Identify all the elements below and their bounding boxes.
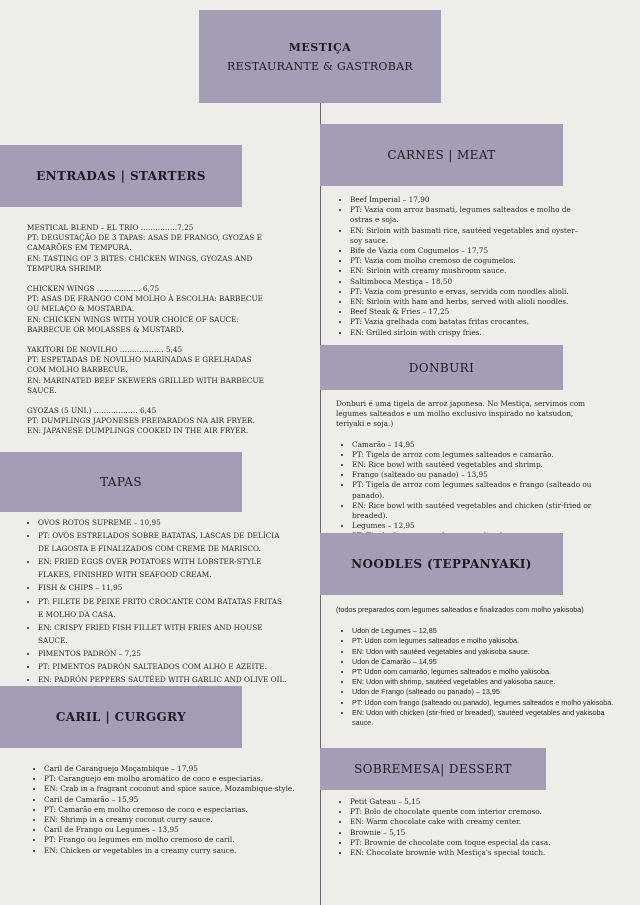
meat-header <box>320 124 563 186</box>
list-item: • OVOS ROTOS SUPREME – 10,95 <box>38 516 288 529</box>
list-item: • EN: Udon with shrimp, sautéed vegetables and yakisoba sauce. <box>352 677 626 687</box>
list-item: • Bife de Vazia com Cogumelos – 17,75 <box>350 246 584 256</box>
meat-title: CARNES | MEAT <box>387 148 496 162</box>
starter-line: EN: TASTING OF 3 BITES: CHICKEN WINGS, GYOZAS AND TEMPURA SHRIMP. <box>27 253 253 273</box>
starter-line: EN: JAPANESE DUMPLINGS COOKED IN THE AIR FRYER. <box>27 426 249 436</box>
list-item: • PT: Udon com frango (salteado ou panado), legumes salteados e molho yakisoba. <box>352 698 626 708</box>
list-item: • PT: Camarão em molho cremoso de coco e especiarias. <box>44 805 298 815</box>
list-item: • PT: FILETE DE PEIXE FRITO CROCANTE COM BATATAS FRITAS E MOLHO DA CASA. <box>38 595 288 621</box>
list-item: • EN: Sirloin with basmati rice, sautéed vegetables and oyster–soy sauce. <box>350 226 584 246</box>
curry-header <box>0 686 242 748</box>
starter-line: EN: CHICKEN WINGS WITH YOUR CHOICE OF SAUCE: BARBECUE OR MOLASSES & MUSTARD. <box>27 314 239 334</box>
list-item: • EN: CRISPY FRIED FISH FILLET WITH FRIES AND HOUSE SAUCE. <box>38 621 288 647</box>
list-item: • Udon de Legumes – 12,85 <box>352 626 626 636</box>
list-item: • PT: PIMENTOS PADRÓN SALTEADOS COM ALHO E AZEITE. <box>38 660 288 673</box>
curry-list <box>28 764 298 856</box>
list-item: • EN: Udon with chicken (stir-fried or breaded), sautéed vegetables and yakisoba sauce. <box>352 708 626 728</box>
list-item: • EN: Udon with sautéed vegetables and yakisoba sauce. <box>352 647 626 657</box>
list-item: • PT: OVOS ESTRELADOS SOBRE BATATAS, LASCAS DE DELÍCIA DE LAGOSTA E FINALIZADOS COM CREME DE MARISCO. <box>38 529 288 555</box>
list-item: • Brownie – 5,15 <box>350 828 584 838</box>
list-item: • PT: Udon com legumes salteados e molho yakisoba. <box>352 636 626 646</box>
list-item: • EN: Warm chocolate cake with creamy center. <box>350 817 584 827</box>
tapas-title: TAPAS <box>100 475 142 489</box>
list-item: • PIMENTOS PADRÓN – 7,25 <box>38 647 288 660</box>
list-item: • PT: Udon com camarão, legumes salteados e molho yakisoba. <box>352 667 626 677</box>
starter-line: MESTICAL BLEND – EL TRIO ……………7,25 <box>27 223 194 232</box>
list-item: • EN: Sirloin with ham and herbs, served with alioli noodles. <box>350 297 584 307</box>
list-item: • EN: Shrimp in a creamy coconut curry sauce. <box>44 815 298 825</box>
list-item: • FISH & CHIPS – 11,95 <box>38 581 288 594</box>
list-item: • Caril de Caranguejo Moçambique – 17,95 <box>44 764 298 774</box>
list-item: • Legumes – 12,95 <box>352 521 594 531</box>
starter-line: GYOZAS (5 UNI.) ……………… 6,45 <box>27 406 157 416</box>
donburi-title: DONBURI <box>408 360 475 375</box>
donburi-section <box>336 399 594 552</box>
list-item: • PT: Tigela de arroz com legumes salteados e camarão. <box>352 450 594 460</box>
list-item: • Saltimboca Mestiça – 18,50 <box>350 277 584 287</box>
restaurant-name: MESTIÇA <box>288 40 352 54</box>
noodles-intro: (todos preparados com legumes salteados e finalizados com molho yakisoba) <box>336 605 584 614</box>
list-item: • Camarão – 14,95 <box>352 440 594 450</box>
tapas-list <box>22 516 288 686</box>
list-item: • PT: Vazia grelhada com batatas fritas crocantes. <box>350 317 584 327</box>
starter-item <box>27 223 267 274</box>
list-item: • EN: Crab in a fragrant coconut and spice sauce, Mozambique-style. <box>44 784 298 794</box>
list-item: • Petit Gateau – 5,15 <box>350 797 584 807</box>
restaurant-header <box>199 10 441 103</box>
list-item: • Caril de Frango ou Legumes – 13,95 <box>44 825 298 835</box>
tapas-header <box>0 452 242 512</box>
starter-item <box>27 345 267 396</box>
meat-list <box>334 195 584 338</box>
list-item: • EN: FRIED EGGS OVER POTATOES WITH LOBSTER-STYLE FLAKES, FINISHED WITH SEAFOOD CREAM. <box>38 555 288 581</box>
starter-line: PT: DUMPLINGS JAPONESES PREPARADOS NA AIR FRYER. <box>27 416 255 426</box>
list-item: • PT: Brownie de chocolate com toque especial da casa. <box>350 838 584 848</box>
list-item: • Frango (salteado ou panado) – 13,95 <box>352 470 594 480</box>
list-item: • EN: Chocolate brownie with Mestiça's special touch. <box>350 848 584 858</box>
list-item: • Udon de Frango (salteado ou panado) – 13,95 <box>352 687 626 697</box>
list-item: • Beef Imperial – 17,90 <box>350 195 584 205</box>
list-item: • EN: Rice bowl with sautéed vegetables and chicken (stir-fried or breaded). <box>352 501 594 521</box>
starters-title: ENTRADAS | STARTERS <box>36 169 206 183</box>
list-item: • Caril de Camarão – 15,95 <box>44 795 298 805</box>
starter-item <box>27 406 267 437</box>
starter-line: PT: ESPETADAS DE NOVILHO MARINADAS E GRELHADAS COM MOLHO BARBECUE. <box>27 355 252 375</box>
list-item: • EN: PADRÓN PEPPERS SAUTÉED WITH GARLIC AND OLIVE OIL. <box>38 673 288 686</box>
list-item: • PT: Vazia com molho cremoso de cogumelos. <box>350 256 584 266</box>
list-item: • EN: Rice bowl with sautéed vegetables and shrimp. <box>352 460 594 470</box>
donburi-header <box>320 345 563 390</box>
starter-item <box>27 284 267 335</box>
list-item: • PT: Vazia com arroz basmati, legumes salteados e molho de ostras e soja. <box>350 205 584 225</box>
starters-list <box>27 223 267 437</box>
dessert-list <box>334 797 584 858</box>
list-item: • PT: Tigela de arroz com legumes salteados e frango (salteado ou panado). <box>352 480 594 500</box>
list-item: • PT: Bolo de chocolate quente com interior cremoso. <box>350 807 584 817</box>
list-item: • PT: Frango ou legumes em molho cremoso de caril. <box>44 835 298 845</box>
list-item: • Beef Steak & Fries – 17,25 <box>350 307 584 317</box>
noodles-section <box>336 605 626 728</box>
list-item: • PT: Vazia com presunto e ervas, servida com noodles alioli. <box>350 287 584 297</box>
starter-line: EN: MARINATED BEEF SKEWERS GRILLED WITH BARBECUE SAUCE. <box>27 375 264 395</box>
noodles-title: NOODLES (TEPPANYAKI) <box>351 557 532 571</box>
list-item: • EN: Grilled sirloin with crispy fries. <box>350 328 584 338</box>
starter-line: YAKITORI DE NOVILHO ……………… 5,45 <box>27 345 183 355</box>
dessert-header <box>320 748 546 790</box>
starter-line: CHICKEN WINGS ……………… 6,75 <box>27 284 160 294</box>
list-item: • Udon de Camarão – 14,95 <box>352 657 626 667</box>
list-item: • EN: Sirloin with creamy mushroom sauce. <box>350 266 584 276</box>
starter-line: PT: ASAS DE FRANGO COM MOLHO À ESCOLHA: BARBECUE OU MELAÇO & MOSTARDA. <box>27 294 263 314</box>
restaurant-subtitle: RESTAURANTE & GASTROBAR <box>227 59 413 73</box>
list-item: • PT: Caranguejo em molho aromático de coco e especiarias. <box>44 774 298 784</box>
list-item: • EN: Chicken or vegetables in a creamy curry sauce. <box>44 846 298 856</box>
dessert-title: SOBREMESA| DESSERT <box>354 762 512 776</box>
curry-title: CARIL | CURGGRY <box>55 710 187 724</box>
starters-header <box>0 145 242 207</box>
noodles-header <box>320 533 563 595</box>
donburi-intro: Donburi é uma tigela de arroz japonesa. No Mestiça, servimos com legumes salteados e um molho exclusivo inspirado no katsudon, teriyaki e soja.) <box>336 399 586 429</box>
starter-line: PT: DEGUSTAÇÃO DE 3 TAPAS: ASAS DE FRANGO, GYOZAS E CAMARÕES EM TEMPURA. <box>27 233 262 253</box>
